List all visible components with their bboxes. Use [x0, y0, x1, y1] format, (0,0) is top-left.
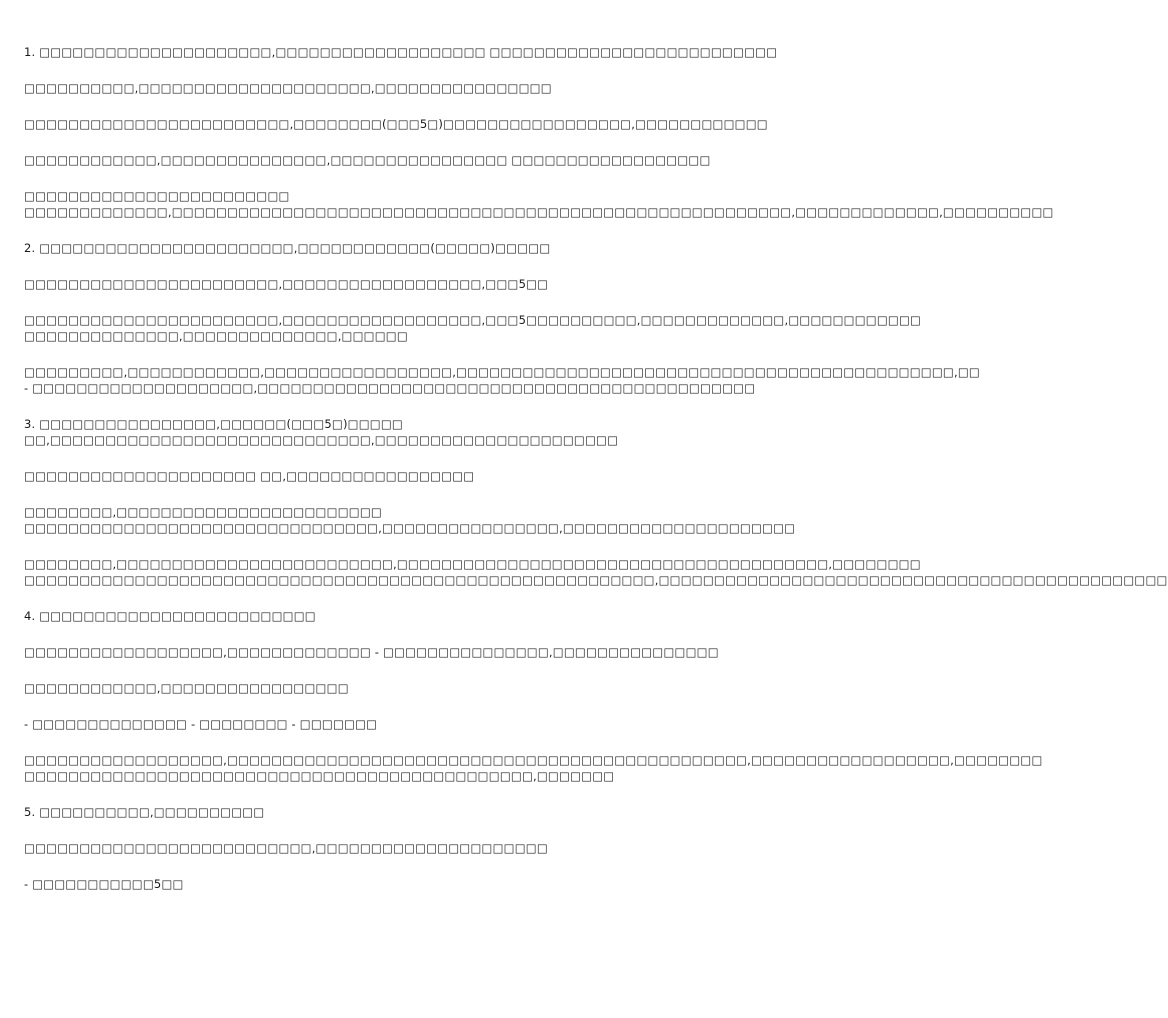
- paragraph: [24, 364, 980, 396]
- text-line: □□□□□□□□□□□□,□□□□□□□□□□□□□□□,□□□□□□□□□□□□□□□□ □□□□□□□□□□□□□□□□□□: [24, 153, 711, 167]
- text-line: □□,□□□□□□□□□□□□□□□□□□□□□□□□□□□□□,□□□□□□□□□□□□□□□□□□□□□□: [24, 433, 619, 447]
- text-line: □□□□□□□□□□□□□□□□□□□□□□□□□□□□□□□□□□□□□□□□□□□□□□,□□□□□□□: [24, 769, 615, 783]
- paragraph: [24, 608, 720, 624]
- paragraph: [24, 716, 720, 732]
- text-line: □□□□□□□□□□□□□□□□□□□□□□□□□□,□□□□□□□□□□□□□□□□□□□□□: [24, 841, 548, 855]
- text-line: 5. □□□□□□□□□□,□□□□□□□□□□: [24, 805, 265, 819]
- text-line: □□□□□□□□□□□□□□□□□□□□□□□□□□□□□□□□□□□□□□□□□□□□□□□□□□□□□□□□□,□□□□□□□□□□□□□□□□□□□□□□□□□□□□□□□□□□□□□□□□□□□□□□: [24, 573, 1168, 587]
- paragraph: [24, 504, 796, 536]
- paragraph: [24, 240, 720, 256]
- text-line: 2. □□□□□□□□□□□□□□□□□□□□□□□,□□□□□□□□□□□□(□□□□□)□□□□□: [24, 241, 551, 255]
- paragraph: [24, 644, 720, 660]
- text-line: □□□□□□□□□□□□□□□□□□,□□□□□□□□□□□□□ - □□□□□□□□□□□□□□□,□□□□□□□□□□□□□□□: [24, 645, 719, 659]
- paragraph: [24, 44, 778, 60]
- paragraph: [24, 116, 768, 132]
- paragraph: [24, 152, 720, 168]
- paragraph: [24, 416, 720, 448]
- paragraph: [24, 876, 720, 892]
- text-line: □□□□□□□□,□□□□□□□□□□□□□□□□□□□□□□□□□,□□□□□□□□□□□□□□□□□□□□□□□□□□□□□□□□□□□□□□□,□□□□□□□□: [24, 557, 921, 571]
- text-line: □□□□□□□□□□□□□□□□□□□□□□□□,□□□□□□□□(□□□5□)□□□□□□□□□□□□□□□□□,□□□□□□□□□□□□: [24, 117, 768, 131]
- paragraph: [24, 556, 1168, 588]
- paragraph: [24, 468, 720, 484]
- paragraph: [24, 276, 720, 292]
- text-line: - □□□□□□□□□□□□□□ - □□□□□□□□ - □□□□□□□: [24, 717, 378, 731]
- text-line: □□□□□□□□□□□□□,□□□□□□□□□□□□□□□□□□□□□□□□□□□□□□□□□□□□□□□□□□□□□□□□□□□□□□□□,□□□□□□□□□□□□□,□□□□□□□□□□: [24, 205, 1054, 219]
- text-line: □□□□□□□□□□,□□□□□□□□□□□□□□□□□□□□□,□□□□□□□□□□□□□□□□: [24, 81, 552, 95]
- text-line: 1. □□□□□□□□□□□□□□□□□□□□□,□□□□□□□□□□□□□□□□□□□ □□□□□□□□□□□□□□□□□□□□□□□□□□: [24, 45, 778, 59]
- text-line: □□□□□□□□□□□□□□□□□□□□□□□□□□□□□□□□,□□□□□□□□□□□□□□□□,□□□□□□□□□□□□□□□□□□□□□: [24, 521, 796, 535]
- text-line: □□□□□□□□□□□□□□□□□□□□□ □□,□□□□□□□□□□□□□□□□□: [24, 469, 475, 483]
- paragraph: [24, 804, 720, 820]
- text-line: □□□□□□□□,□□□□□□□□□□□□□□□□□□□□□□□□: [24, 505, 382, 519]
- text-line: □□□□□□□□□□□□□□□□□□,□□□□□□□□□□□□□□□□□□□□□□□□□□□□□□□□□□□□□□□□□□□□□□□,□□□□□□□□□□□□□□□□□□,□□□□□□□□: [24, 753, 1043, 767]
- paragraph: [24, 80, 720, 96]
- text-line: □□□□□□□□□□□□□□,□□□□□□□□□□□□□□,□□□□□□: [24, 329, 408, 343]
- text-line: □□□□□□□□□□□□□□□□□□□□□□□□: [24, 189, 290, 203]
- text-line: 3. □□□□□□□□□□□□□□□□,□□□□□□(□□□5□)□□□□□: [24, 417, 404, 431]
- paragraph: [24, 312, 922, 344]
- text-line: □□□□□□□□□□□□□□□□□□□□□□□,□□□□□□□□□□□□□□□□□□,□□□5□□□□□□□□□□,□□□□□□□□□□□□□,□□□□□□□□□□□□: [24, 313, 922, 327]
- text-line: □□□□□□□□□□□□□□□□□□□□□□□,□□□□□□□□□□□□□□□□□□,□□□5□□: [24, 277, 549, 291]
- text-line: - □□□□□□□□□□□□□□□□□□□□,□□□□□□□□□□□□□□□□□□□□□□□□□□□□□□□□□□□□□□□□□□□□□: [24, 381, 756, 395]
- text-line: - □□□□□□□□□□□5□□: [24, 877, 184, 891]
- paragraph: [24, 840, 720, 856]
- paragraph: [24, 752, 1043, 784]
- text-line: □□□□□□□□□□□□,□□□□□□□□□□□□□□□□□: [24, 681, 349, 695]
- paragraph: [24, 680, 720, 696]
- text-line: 4. □□□□□□□□□□□□□□□□□□□□□□□□□: [24, 609, 316, 623]
- text-line: □□□□□□□□□,□□□□□□□□□□□□,□□□□□□□□□□□□□□□□□,□□□□□□□□□□□□□□□□□□□□□□□□□□□□□□□□□□□□□□□□□□□□□,□□: [24, 365, 980, 379]
- paragraph: [24, 188, 1054, 220]
- document-body: [24, 44, 1168, 912]
